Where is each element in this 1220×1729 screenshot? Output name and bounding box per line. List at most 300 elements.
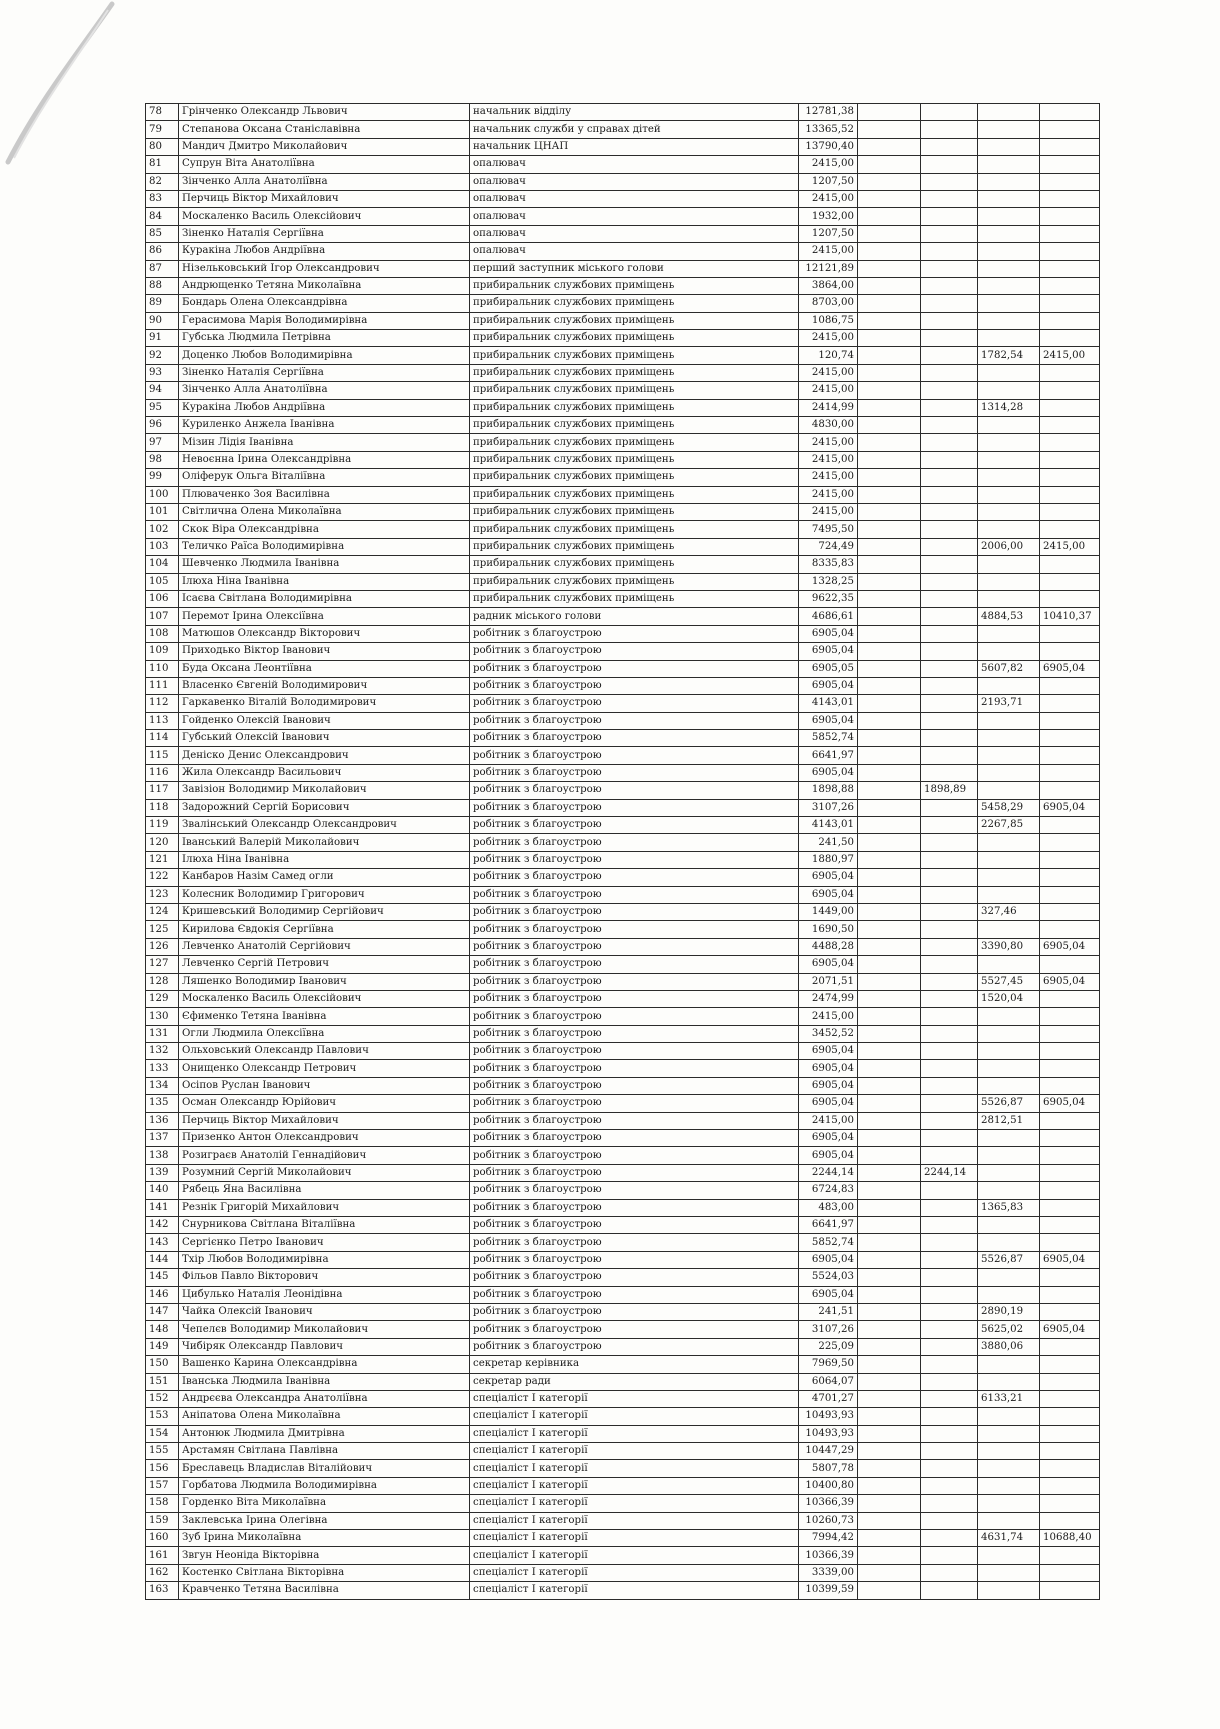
extra-4-cell	[1040, 364, 1100, 381]
table-row	[146, 1321, 1100, 1338]
position-cell: прибиральник службових приміщень	[470, 451, 799, 468]
extra-3-cell: 1520,04	[978, 990, 1040, 1007]
row-number-cell: 118	[146, 799, 179, 816]
position-cell: робітник з благоустрою	[470, 1269, 799, 1286]
amount-cell: 6905,04	[799, 1251, 858, 1268]
position-cell: робітник з благоустрою	[470, 973, 799, 990]
employee-name-cell: Антонюк Людмила Дмитрівна	[179, 1425, 470, 1442]
position-cell: робітник з благоустрою	[470, 799, 799, 816]
extra-3-cell	[978, 1443, 1040, 1460]
extra-3-cell	[978, 782, 1040, 799]
employee-name-cell: Деніско Денис Олександрович	[179, 747, 470, 764]
amount-cell: 483,00	[799, 1199, 858, 1216]
extra-1-cell	[858, 921, 921, 938]
employee-name-cell: Приходько Віктор Іванович	[179, 643, 470, 660]
employee-name-cell: Жила Олександр Васильович	[179, 764, 470, 781]
position-cell: спеціаліст І категорії	[470, 1408, 799, 1425]
extra-3-cell: 4631,74	[978, 1530, 1040, 1547]
extra-4-cell	[1040, 643, 1100, 660]
extra-4-cell	[1040, 417, 1100, 434]
amount-cell: 2414,99	[799, 399, 858, 416]
extra-3-cell	[978, 677, 1040, 694]
extra-2-cell	[921, 486, 978, 503]
extra-3-cell	[978, 104, 1040, 121]
extra-2-cell	[921, 451, 978, 468]
extra-3-cell: 5607,82	[978, 660, 1040, 677]
row-number-cell: 136	[146, 1112, 179, 1129]
extra-3-cell	[978, 1495, 1040, 1512]
table-row	[146, 1217, 1100, 1234]
table-row	[146, 1147, 1100, 1164]
table-row	[146, 799, 1100, 816]
extra-4-cell: 6905,04	[1040, 1095, 1100, 1112]
amount-cell: 2415,00	[799, 382, 858, 399]
table-row	[146, 434, 1100, 451]
employee-name-cell: Ольховський Олександр Павлович	[179, 1043, 470, 1060]
amount-cell: 6064,07	[799, 1373, 858, 1390]
row-number-cell: 79	[146, 121, 179, 138]
amount-cell: 2415,00	[799, 503, 858, 520]
table-row	[146, 1582, 1100, 1599]
extra-3-cell	[978, 851, 1040, 868]
row-number-cell: 94	[146, 382, 179, 399]
extra-2-cell	[921, 1443, 978, 1460]
extra-4-cell	[1040, 330, 1100, 347]
row-number-cell: 109	[146, 643, 179, 660]
row-number-cell: 111	[146, 677, 179, 694]
position-cell: робітник з благоустрою	[470, 677, 799, 694]
table-row	[146, 1564, 1100, 1581]
employee-name-cell: Степанова Оксана Станіславівна	[179, 121, 470, 138]
extra-1-cell	[858, 1025, 921, 1042]
extra-1-cell	[858, 1390, 921, 1407]
extra-1-cell	[858, 173, 921, 190]
table-row	[146, 556, 1100, 573]
amount-cell: 4143,01	[799, 695, 858, 712]
extra-2-cell	[921, 1356, 978, 1373]
amount-cell: 10366,39	[799, 1547, 858, 1564]
extra-1-cell	[858, 1060, 921, 1077]
employee-name-cell: Зінченко Алла Анатоліївна	[179, 173, 470, 190]
extra-4-cell	[1040, 1286, 1100, 1303]
position-cell: прибиральник службових приміщень	[470, 521, 799, 538]
extra-2-cell	[921, 243, 978, 260]
extra-2-cell	[921, 921, 978, 938]
extra-4-cell	[1040, 156, 1100, 173]
extra-3-cell: 3880,06	[978, 1338, 1040, 1355]
table-row	[146, 817, 1100, 834]
extra-2-cell	[921, 1025, 978, 1042]
payroll-table-body	[146, 104, 1100, 1600]
employee-name-cell: Левченко Сергій Петрович	[179, 956, 470, 973]
extra-1-cell	[858, 573, 921, 590]
table-row	[146, 1234, 1100, 1251]
extra-4-cell	[1040, 1582, 1100, 1599]
extra-4-cell	[1040, 903, 1100, 920]
extra-2-cell	[921, 538, 978, 555]
amount-cell: 3452,52	[799, 1025, 858, 1042]
amount-cell: 10493,93	[799, 1408, 858, 1425]
table-row	[146, 417, 1100, 434]
extra-4-cell: 6905,04	[1040, 660, 1100, 677]
extra-1-cell	[858, 799, 921, 816]
extra-4-cell	[1040, 104, 1100, 121]
table-row	[146, 1060, 1100, 1077]
extra-1-cell	[858, 225, 921, 242]
table-row	[146, 156, 1100, 173]
extra-4-cell	[1040, 295, 1100, 312]
extra-3-cell	[978, 869, 1040, 886]
amount-cell: 7969,50	[799, 1356, 858, 1373]
extra-2-cell	[921, 990, 978, 1007]
employee-name-cell: Розумний Сергій Миколайович	[179, 1164, 470, 1181]
amount-cell: 3107,26	[799, 1321, 858, 1338]
extra-3-cell	[978, 503, 1040, 520]
employee-name-cell: Зінченко Алла Анатоліївна	[179, 382, 470, 399]
table-row	[146, 138, 1100, 155]
amount-cell: 2415,00	[799, 190, 858, 207]
extra-1-cell	[858, 208, 921, 225]
employee-name-cell: Андрєєва Олександра Анатоліївна	[179, 1390, 470, 1407]
extra-2-cell	[921, 1338, 978, 1355]
employee-name-cell: Тхір Любов Володимирівна	[179, 1251, 470, 1268]
row-number-cell: 105	[146, 573, 179, 590]
row-number-cell: 88	[146, 277, 179, 294]
extra-2-cell	[921, 956, 978, 973]
extra-1-cell	[858, 747, 921, 764]
row-number-cell: 127	[146, 956, 179, 973]
extra-1-cell	[858, 1164, 921, 1181]
extra-4-cell	[1040, 486, 1100, 503]
employee-name-cell: Бондарь Олена Олександрівна	[179, 295, 470, 312]
extra-1-cell	[858, 990, 921, 1007]
extra-1-cell	[858, 956, 921, 973]
table-row	[146, 1408, 1100, 1425]
extra-4-cell	[1040, 1130, 1100, 1147]
row-number-cell: 147	[146, 1303, 179, 1320]
extra-2-cell	[921, 573, 978, 590]
extra-1-cell	[858, 556, 921, 573]
position-cell: прибиральник службових приміщень	[470, 469, 799, 486]
extra-1-cell	[858, 312, 921, 329]
extra-1-cell	[858, 295, 921, 312]
extra-2-cell	[921, 156, 978, 173]
extra-1-cell	[858, 1530, 921, 1547]
employee-name-cell: Герасимова Марія Володимирівна	[179, 312, 470, 329]
extra-2-cell	[921, 1512, 978, 1529]
extra-2-cell	[921, 869, 978, 886]
position-cell: робітник з благоустрою	[470, 869, 799, 886]
extra-3-cell	[978, 921, 1040, 938]
position-cell: начальник відділу	[470, 104, 799, 121]
position-cell: робітник з благоустрою	[470, 712, 799, 729]
table-row	[146, 764, 1100, 781]
extra-1-cell	[858, 347, 921, 364]
row-number-cell: 149	[146, 1338, 179, 1355]
position-cell: прибиральник службових приміщень	[470, 312, 799, 329]
extra-3-cell	[978, 1582, 1040, 1599]
extra-2-cell	[921, 764, 978, 781]
row-number-cell: 157	[146, 1477, 179, 1494]
payroll-sheet	[145, 103, 1100, 1600]
extra-1-cell	[858, 1495, 921, 1512]
employee-name-cell: Задорожний Сергій Борисович	[179, 799, 470, 816]
amount-cell: 6641,97	[799, 747, 858, 764]
extra-3-cell	[978, 138, 1040, 155]
row-number-cell: 159	[146, 1512, 179, 1529]
extra-3-cell	[978, 1217, 1040, 1234]
extra-4-cell	[1040, 451, 1100, 468]
employee-name-cell: Куриленко Анжела Іванівна	[179, 417, 470, 434]
extra-3-cell: 1365,83	[978, 1199, 1040, 1216]
row-number-cell: 148	[146, 1321, 179, 1338]
extra-3-cell	[978, 521, 1040, 538]
position-cell: спеціаліст І категорії	[470, 1460, 799, 1477]
extra-3-cell: 2193,71	[978, 695, 1040, 712]
extra-3-cell	[978, 1425, 1040, 1442]
table-row	[146, 660, 1100, 677]
extra-3-cell	[978, 121, 1040, 138]
extra-2-cell	[921, 903, 978, 920]
amount-cell: 4488,28	[799, 938, 858, 955]
position-cell: прибиральник службових приміщень	[470, 573, 799, 590]
employee-name-cell: Завізіон Володимир Миколайович	[179, 782, 470, 799]
extra-2-cell	[921, 625, 978, 642]
row-number-cell: 152	[146, 1390, 179, 1407]
employee-name-cell: Мізин Лідія Іванівна	[179, 434, 470, 451]
extra-1-cell	[858, 1182, 921, 1199]
table-row	[146, 834, 1100, 851]
amount-cell: 10400,80	[799, 1477, 858, 1494]
extra-1-cell	[858, 156, 921, 173]
extra-3-cell	[978, 1130, 1040, 1147]
extra-4-cell	[1040, 1425, 1100, 1442]
row-number-cell: 150	[146, 1356, 179, 1373]
row-number-cell: 89	[146, 295, 179, 312]
employee-name-cell: Кирилова Євдокія Сергіївна	[179, 921, 470, 938]
position-cell: робітник з благоустрою	[470, 643, 799, 660]
extra-1-cell	[858, 1512, 921, 1529]
extra-4-cell: 6905,04	[1040, 973, 1100, 990]
row-number-cell: 104	[146, 556, 179, 573]
extra-4-cell	[1040, 1460, 1100, 1477]
row-number-cell: 110	[146, 660, 179, 677]
extra-4-cell	[1040, 1373, 1100, 1390]
extra-1-cell	[858, 1373, 921, 1390]
position-cell: робітник з благоустрою	[470, 1043, 799, 1060]
extra-4-cell	[1040, 382, 1100, 399]
extra-3-cell	[978, 382, 1040, 399]
extra-3-cell	[978, 1025, 1040, 1042]
extra-2-cell	[921, 643, 978, 660]
amount-cell: 7994,42	[799, 1530, 858, 1547]
extra-4-cell	[1040, 1547, 1100, 1564]
table-row	[146, 1303, 1100, 1320]
position-cell: прибиральник службових приміщень	[470, 382, 799, 399]
table-row	[146, 747, 1100, 764]
extra-1-cell	[858, 677, 921, 694]
extra-4-cell	[1040, 1043, 1100, 1060]
extra-3-cell	[978, 1512, 1040, 1529]
extra-3-cell	[978, 469, 1040, 486]
position-cell: опалювач	[470, 225, 799, 242]
extra-4-cell	[1040, 1164, 1100, 1181]
amount-cell: 6724,83	[799, 1182, 858, 1199]
table-row	[146, 712, 1100, 729]
position-cell: робітник з благоустрою	[470, 1077, 799, 1094]
employee-name-cell: Аніпатова Олена Миколаївна	[179, 1408, 470, 1425]
extra-2-cell	[921, 817, 978, 834]
extra-4-cell: 6905,04	[1040, 938, 1100, 955]
employee-name-cell: Ілюха Ніна Іванівна	[179, 573, 470, 590]
extra-3-cell: 6133,21	[978, 1390, 1040, 1407]
extra-3-cell	[978, 1164, 1040, 1181]
table-row	[146, 1547, 1100, 1564]
extra-4-cell	[1040, 590, 1100, 607]
extra-2-cell	[921, 1564, 978, 1581]
row-number-cell: 128	[146, 973, 179, 990]
extra-2-cell	[921, 1303, 978, 1320]
employee-name-cell: Чепелєв Володимир Миколайович	[179, 1321, 470, 1338]
extra-2-cell	[921, 660, 978, 677]
extra-3-cell: 5458,29	[978, 799, 1040, 816]
position-cell: робітник з благоустрою	[470, 695, 799, 712]
amount-cell: 9622,35	[799, 590, 858, 607]
extra-4-cell	[1040, 225, 1100, 242]
amount-cell: 1207,50	[799, 173, 858, 190]
employee-name-cell: Рябець Яна Василівна	[179, 1182, 470, 1199]
extra-3-cell: 1314,28	[978, 399, 1040, 416]
amount-cell: 6905,04	[799, 1130, 858, 1147]
extra-3-cell	[978, 643, 1040, 660]
table-row	[146, 451, 1100, 468]
employee-name-cell: Призенко Антон Олександрович	[179, 1130, 470, 1147]
extra-2-cell	[921, 1269, 978, 1286]
extra-1-cell	[858, 730, 921, 747]
amount-cell: 241,50	[799, 834, 858, 851]
amount-cell: 6905,04	[799, 643, 858, 660]
extra-1-cell	[858, 1356, 921, 1373]
position-cell: прибиральник службових приміщень	[470, 330, 799, 347]
row-number-cell: 153	[146, 1408, 179, 1425]
employee-name-cell: Кришевський Володимир Сергійович	[179, 903, 470, 920]
extra-4-cell	[1040, 1025, 1100, 1042]
employee-name-cell: Іванська Людмила Іванівна	[179, 1373, 470, 1390]
employee-name-cell: Мандич Дмитро Миколайович	[179, 138, 470, 155]
extra-1-cell	[858, 590, 921, 607]
row-number-cell: 123	[146, 886, 179, 903]
position-cell: робітник з благоустрою	[470, 782, 799, 799]
row-number-cell: 112	[146, 695, 179, 712]
row-number-cell: 140	[146, 1182, 179, 1199]
row-number-cell: 86	[146, 243, 179, 260]
amount-cell: 2415,00	[799, 364, 858, 381]
extra-3-cell	[978, 956, 1040, 973]
extra-1-cell	[858, 764, 921, 781]
employee-name-cell: Шевченко Людмила Іванівна	[179, 556, 470, 573]
position-cell: робітник з благоустрою	[470, 1217, 799, 1234]
row-number-cell: 114	[146, 730, 179, 747]
employee-name-cell: Перчиць Віктор Михайлович	[179, 1112, 470, 1129]
position-cell: робітник з благоустрою	[470, 903, 799, 920]
employee-name-cell: Вашенко Карина Олександрівна	[179, 1356, 470, 1373]
extra-4-cell	[1040, 851, 1100, 868]
table-row	[146, 608, 1100, 625]
payroll-table	[145, 103, 1100, 1600]
employee-name-cell: Губський Олексій Іванович	[179, 730, 470, 747]
extra-2-cell	[921, 382, 978, 399]
employee-name-cell: Снурникова Світлана Віталіївна	[179, 1217, 470, 1234]
amount-cell: 10366,39	[799, 1495, 858, 1512]
extra-4-cell	[1040, 782, 1100, 799]
row-number-cell: 103	[146, 538, 179, 555]
extra-4-cell	[1040, 956, 1100, 973]
extra-4-cell	[1040, 1269, 1100, 1286]
extra-4-cell	[1040, 243, 1100, 260]
extra-1-cell	[858, 243, 921, 260]
table-row	[146, 486, 1100, 503]
employee-name-cell: Левченко Анатолій Сергійович	[179, 938, 470, 955]
extra-1-cell	[858, 973, 921, 990]
position-cell: прибиральник службових приміщень	[470, 417, 799, 434]
employee-name-cell: Перемот Ірина Олексіївна	[179, 608, 470, 625]
extra-2-cell	[921, 938, 978, 955]
amount-cell: 7495,50	[799, 521, 858, 538]
extra-4-cell	[1040, 434, 1100, 451]
row-number-cell: 130	[146, 1008, 179, 1025]
table-row	[146, 1199, 1100, 1216]
table-row	[146, 1373, 1100, 1390]
extra-3-cell: 3390,80	[978, 938, 1040, 955]
amount-cell: 6905,04	[799, 764, 858, 781]
table-row	[146, 1477, 1100, 1494]
extra-2-cell	[921, 1547, 978, 1564]
extra-1-cell	[858, 190, 921, 207]
table-row	[146, 625, 1100, 642]
amount-cell: 13790,40	[799, 138, 858, 155]
extra-3-cell	[978, 364, 1040, 381]
table-row	[146, 1390, 1100, 1407]
extra-2-cell	[921, 1477, 978, 1494]
extra-1-cell	[858, 1303, 921, 1320]
extra-3-cell	[978, 886, 1040, 903]
row-number-cell: 122	[146, 869, 179, 886]
extra-2-cell	[921, 1199, 978, 1216]
employee-name-cell: Губська Людмила Петрівна	[179, 330, 470, 347]
extra-4-cell	[1040, 1512, 1100, 1529]
employee-name-cell: Гаркавенко Віталій Володимирович	[179, 695, 470, 712]
extra-1-cell	[858, 503, 921, 520]
amount-cell: 6641,97	[799, 1217, 858, 1234]
table-row	[146, 851, 1100, 868]
extra-4-cell	[1040, 556, 1100, 573]
amount-cell: 3864,00	[799, 277, 858, 294]
table-row	[146, 1512, 1100, 1529]
extra-4-cell	[1040, 1408, 1100, 1425]
amount-cell: 2415,00	[799, 1112, 858, 1129]
table-row	[146, 886, 1100, 903]
position-cell: спеціаліст І категорії	[470, 1425, 799, 1442]
amount-cell: 10399,59	[799, 1582, 858, 1599]
scan-artifact-stroke	[0, 0, 130, 170]
table-row	[146, 330, 1100, 347]
amount-cell: 1932,00	[799, 208, 858, 225]
table-row	[146, 990, 1100, 1007]
extra-1-cell	[858, 1199, 921, 1216]
extra-2-cell	[921, 1095, 978, 1112]
extra-2-cell	[921, 190, 978, 207]
position-cell: прибиральник службових приміщень	[470, 486, 799, 503]
